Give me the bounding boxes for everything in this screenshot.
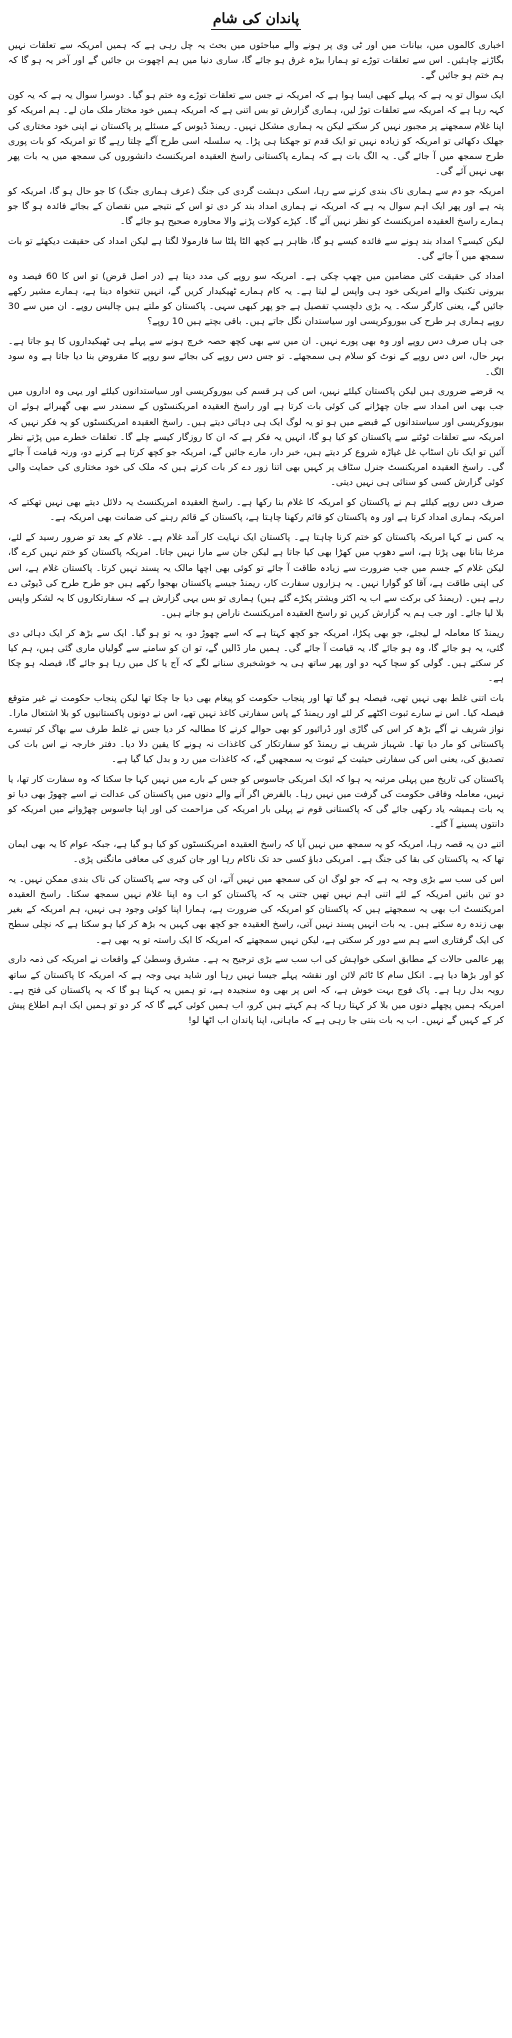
title-underline [211,29,301,30]
paragraph: اتنے دن یہ قصہ رہا، امریکہ کو یہ سمجھ میں نہیں آیا کہ راسخ العقیدہ امریکنسٹوں کو کیا ہو گیا ہے، جبکہ عوام کا یہ بھی ایمان تھا کہ یہ پاکستان کی بقا کی جنگ ہے۔ امریکی دباؤ کسی حد تک ناکام رہا اور جان کیری کی معافی مانگنی پڑی۔ [8,838,504,866]
paragraph: جی ہاں صرف دس روپے اور وہ بھی پورے نہیں۔ ان میں سے بھی کچھ حصہ خرچ ہونے سے پہلے ہی ٹھیکیداروں کا ہو جاتا ہے۔ بہر حال، اس دس روپے کے نوٹ کو سلام ہی سمجھئے۔ تو جس دس روپے کی بجائے سو روپے کا مقروض بنا دیا جاتا ہے وہ سود الگ۔ [8,336,504,378]
paragraph: صرف دس روپے کیلئے ہم نے پاکستان کو امریکہ کا غلام بنا رکھا ہے۔ راسخ العقیدہ امریکنسٹ یہ دلائل دیتے بھی نہیں تھکتے کہ امریکہ ہماری امداد کرتا ہے اور وہ پاکستان کو قائم رکھنا چاہتا ہے، پاکستان کے قائم رہنے کی ضمانت بھی امریکہ ہے۔ [8,497,504,524]
paragraph: بات اتنی غلط بھی نہیں تھی، فیصلہ ہو گیا تھا اور پنجاب حکومت کو پیغام بھی دیا جا چکا تھا لیکن پنجاب حکومت نے غیر متوقع فیصلہ کیا۔ اس نے سارے ثبوت اکٹھے کر لئے اور ریمنڈ کے پاس سفارتی کاغذ نہیں تھے، اس نے دونوں پاکستانیوں کو بلا اشتعال مارا۔ نواز شریف نے آگے بڑھ کر اس کی گاڑی اور ڈرائیور کو بھی حوالے کرنے کا مطالبہ کر دیا جس نے غلط طرف سے بھاگ کر تیسرے پاکستانی کو مار دیا تھا۔ شہباز شریف نے ریمنڈ کو سفارتکار کی کاغذات نہ ہونے کا یقین دلا دیا۔ دفتر خارجہ نے اس بات کی تصدیق کی، یعنی اس کی سفارتی حیثیت کے ثبوت یہ سمجھیں گے، کہ کاغذات میں رد و بدل کیا گیا ہے۔ [8,693,504,765]
paragraph: ایک سوال تو یہ ہے کہ پہلے کبھی ایسا ہوا ہے کہ امریکہ نے جس سے تعلقات توڑے وہ ختم ہو گیا۔ دوسرا سوال یہ ہے کہ یہ کون کہہ رہا ہے کہ امریکہ سے تعلقات توڑ لیں، ہماری گزارش تو بس اتنی ہے کہ امریکہ ہمیں خود مختار ملک مان لے۔ ہم امریکہ کو اپنا غلام سمجھنے پر مجبور نہیں کر سکتے لیکن یہ ہماری مشکل نہیں۔ ریمنڈ ڈیوس کے مسئلے پر پاکستان نے اپنی خود مختاری کی جھلک دکھائی تو امریکہ کو زیادہ نہیں تو ایک قدم تو جھکنا ہی پڑا۔ یہ سلسلہ اسی طرح آگے چلتا رہے گا تو امریکہ کو بات پوری طرح سمجھ میں آ جائے گی۔ یہ الگ بات ہے کہ ہمارے پاکستانی راسخ العقیدہ امریکنسٹ دانشوروں کی سمجھ میں یہ بات پھر بھی نہیں آئے گی۔ [8,90,504,178]
paragraph: یہ قرضے ضروری ہیں لیکن پاکستان کیلئے نہیں، اس کی ہر قسم کی بیوروکریسی اور سیاستدانوں کیلئے اور یہی وہ اداروں میں جب بھی اس امداد سے جان چھڑانے کی کوئی بات کرتا ہے اور راسخ العقیدہ امریکنسٹوں کے سمندر سے بھی گھبرائے ہوئے ان بیوروکریسی اور سیاستدانوں کے قبضے میں ہو تو یہ لوگ ایک ہی دہائی دیتے ہیں۔ راسخ العقیدہ امریکنسٹوں کو یہ فکر نہیں کہ امریکہ سے تعلقات ٹوٹنے سے پاکستان کو کیا ہو گا، انہیں یہ فکر ہے کہ ان کا روزگار کیسے چلے گا۔ تعلقات خطرے میں پڑتے نظر آئیں تو ایک نان اسٹاپ غل غپاڑہ شروع کر دیتے ہیں، خبر دار، مارے جائیں گے، امریکہ جو کچھ کرتا ہے کرنے دو، ورنہ قیامت آ جائے گی۔ راسخ العقیدہ امریکنسٹ جنرل سٹاف پر کہیں بھی اتنا زور دے کر بات کرتے ہیں کہ ملک کی خود مختاری کی حمایت والی کوئی گزارش کسی کو سنائی ہی نہیں دیتی۔ [8,386,504,489]
paragraph: ریمنڈ کا معاملہ لے لیجئے، جو بھی پکڑا، امریکہ جو کچھ کہتا ہے کہ اسے چھوڑ دو، یہ تو ہو گیا۔ ایک سے بڑھ کر ایک دہائی دی گئی، یہ ہو جائے گا، وہ ہو جائے گا، یہ قیامت آ جائے گی۔ ہمیں مار ڈالیں گے، تو ان کو سامنے سے گولیاں ماری گئی ہیں، ہم کیا کر سکتے ہیں۔ گولی کو سچا کہہ دو اور پھر ساتھ ہی یہ خوشخبری سنانے لگے کہ آج یا کل میں رہا ہو جائے گا، فیصلہ ہو چکا ہے۔ [8,627,504,685]
paragraph: یہ کس نے کہا امریکہ پاکستان کو ختم کرنا چاہتا ہے۔ پاکستان ایک نہایت کار آمد غلام ہے۔ غلام کے بعد تو ضرور رسید کے لئے، مرغا بنانا بھی پڑتا ہے، اسے دھوپ میں کھڑا بھی کیا جاتا ہے لیکن جان سے مارا نہیں جاتا۔ امریکہ پاکستان کو ختم نہیں کرے گا، لیکن غلام کے جسم میں جب ضرورت سے زیادہ طاقت آ جائے تو کوئی بھی اچھا مالک یہ پسند نہیں کرتا۔ پاکستان غلام ہے، اس کی اپنی طاقت ہے، آقا کو گوارا نہیں۔ یہ ہزاروں سفارت کار، ریمنڈ جیسے پاکستان بھجوا رکھے ہیں جو طرح طرح کی ڈیوٹی دے رہے ہیں۔ (ریمنڈ کی برکت سے اب یہ اکثر ویشتر پکڑے گئے ہیں) ہماری تو بس یہی گزارش ہے کہ سفارتکاروں کا یہ لشکر واپس بلا لیا جائے۔ اور جب ہم یہ گزارش کریں تو راسخ العقیدہ امریکنسٹ ناراض ہو جاتے ہیں۔ [8,532,504,620]
paragraph: پاکستان کی تاریخ میں پہلی مرتبہ یہ ہوا کہ ایک امریکی جاسوس کو جس کے بارے میں نہیں کہا جا سکتا کہ وہ سفارت کار تھا، یا نہیں، معاملہ وفاقی حکومت کی گرفت میں نہیں رہا۔ بالفرض اگر آنے والے دنوں میں پاکستان کی عدالت نے اسے چھوڑ بھی دیا تو یہ بات ہمیشہ یاد رکھی جائے گی کہ پاکستانی قوم نے پہلی بار امریکہ کی مزاحمت کی اور اپنا جاسوس چھڑوانے میں امریکہ کو دانتوں پسینے آ گئے۔ [8,773,504,831]
paragraph: پھر عالمی حالات کے مطابق اسکی خواہش کی اب سب سے بڑی ترجیح یہ ہے۔ مشرق وسطیٰ کے واقعات نے امریکہ کی ذمہ داری کو اور بڑھا دیا ہے۔ انکل سام کا ٹائم لائن اور نقشہ پہلے جیسا نہیں رہا اور شاید یہی وجہ ہے کہ امریکہ کا پاکستان کے ساتھ رویہ بدل رہا ہے۔ پاک فوج بہت خوش ہے، کہ اس پر بھی وہ سنجیدہ ہے، تو ہمیں یہ کہنا ہو گا کہ یہ پاکستان کی فتح ہے۔ امریکہ ہمیں پچھلے دنوں میں بلا کر کہتا رہا کہ ہم کہتے ہیں کرو، اب ہمیں کوئی کہے گا کہ کر دو تو ہمیں ایک اہم اطلاع پیش کر کے کہیں گے نہیں۔ اب یہ بات بنتی جا رہی ہے کہ ماہانی، اپنا پاندان اب اٹھا لو! [8,954,504,1027]
paragraph: اخباری کالموں میں، بیانات میں اور ٹی وی پر ہونے والے مباحثوں میں بحث یہ چل رہی ہے کہ ہمیں امریکہ سے تعلقات نہیں بگاڑنے چاہئیں۔ اس سے تعلقات توڑے تو ہمارا بیڑہ غرق ہو جائے گا، ساری دنیا میں ہم اچھوت بن جائیں گے اور آخر یہ ہو گا کہ ہم ختم ہو جائیں گے۔ [8,40,504,82]
paragraph: اس کی سب سے بڑی وجہ یہ ہے کہ جو لوگ ان کی سمجھ میں نہیں آتے، ان کی وجہ سے پاکستان کی ناک بندی ممکن نہیں۔ یہ دو تین باتیں امریکہ کے لئے اتنی اہم نہیں تھیں جتنی یہ کہ پاکستان کو اب وہ اپنا غلام نہیں سمجھ سکتا۔ راسخ العقیدہ امریکنسٹ اب بھی یہ سمجھتے ہیں کہ پاکستان کو امریکہ کی ضرورت ہے، ہمارا اپنا کوئی وجود ہی نہیں، ہم امریکہ کے بغیر بھی زندہ رہ سکتے ہیں۔ یہ بات انہیں پسند نہیں آتی، راسخ العقیدہ جو کچھ بھی کہیں یہ بڑھ کر کیا ہو سکتا ہے کہ نچلی سطح کی ایک گرفتاری اسے ہم سے دور کر سکتی ہے، لیکن نہیں سمجھتے کہ امریکہ کا ایک راستہ تو یہ بھی ہے۔ [8,873,504,946]
paragraph: امداد کی حقیقت کئی مضامین میں چھپ چکی ہے۔ امریکہ سو روپے کی مدد دیتا ہے (در اصل قرض) تو اس کا 60 فیصد وہ بیرونی تکنیک والے امریکی خود ہی واپس لے لیتا ہے۔ یہ کام ہمارے ٹھیکیدار کریں گے، انہیں تنخواہ دینا ہے، ہمارے مشیر رکھے جائیں گے، یعنی کارگر سکہ۔ یہ بڑی دلچسپ تفصیل ہے جو پھر کبھی سہی۔ پاکستان کو ملتے ہیں چالیس روپے۔ ان میں سے 30 روپے ہماری ہر طرح کی بیوروکریسی اور سیاستدان نگل جاتے ہیں۔ باقی بچتے ہیں 10 روپے؟ [8,270,504,328]
paragraph: امریکہ جو دم سے ہماری ناک بندی کرنے سے رہا، اسکی دہشت گردی کی جنگ (عرف ہماری جنگ) کا جو حال ہو گا، امریکہ کو پتہ ہے اور پھر ایک اہم سوال یہ ہے کہ امریکہ نے ہماری امداد بند کر دی تو اس کے نتیجے میں نقصان کے بجائے فائدہ ہو گا جو ہمارے راسخ العقیدہ امریکنسٹ کو نظر نہیں آئے گا۔ کپڑے کولات پڑنے والا محاورہ صحیح ہو جائے گا۔ [8,185,504,228]
paragraph: لیکن کیسے؟ امداد بند ہونے سے فائدہ کیسے ہو گا، ظاہر ہے کچھ الٹا پلٹا سا فارمولا لگتا ہے لیکن امداد کی حقیقت دیکھئے تو بات سمجھ میں آ جائے گی۔ [8,235,504,263]
article-title: پاندان کی شام [212,11,300,27]
